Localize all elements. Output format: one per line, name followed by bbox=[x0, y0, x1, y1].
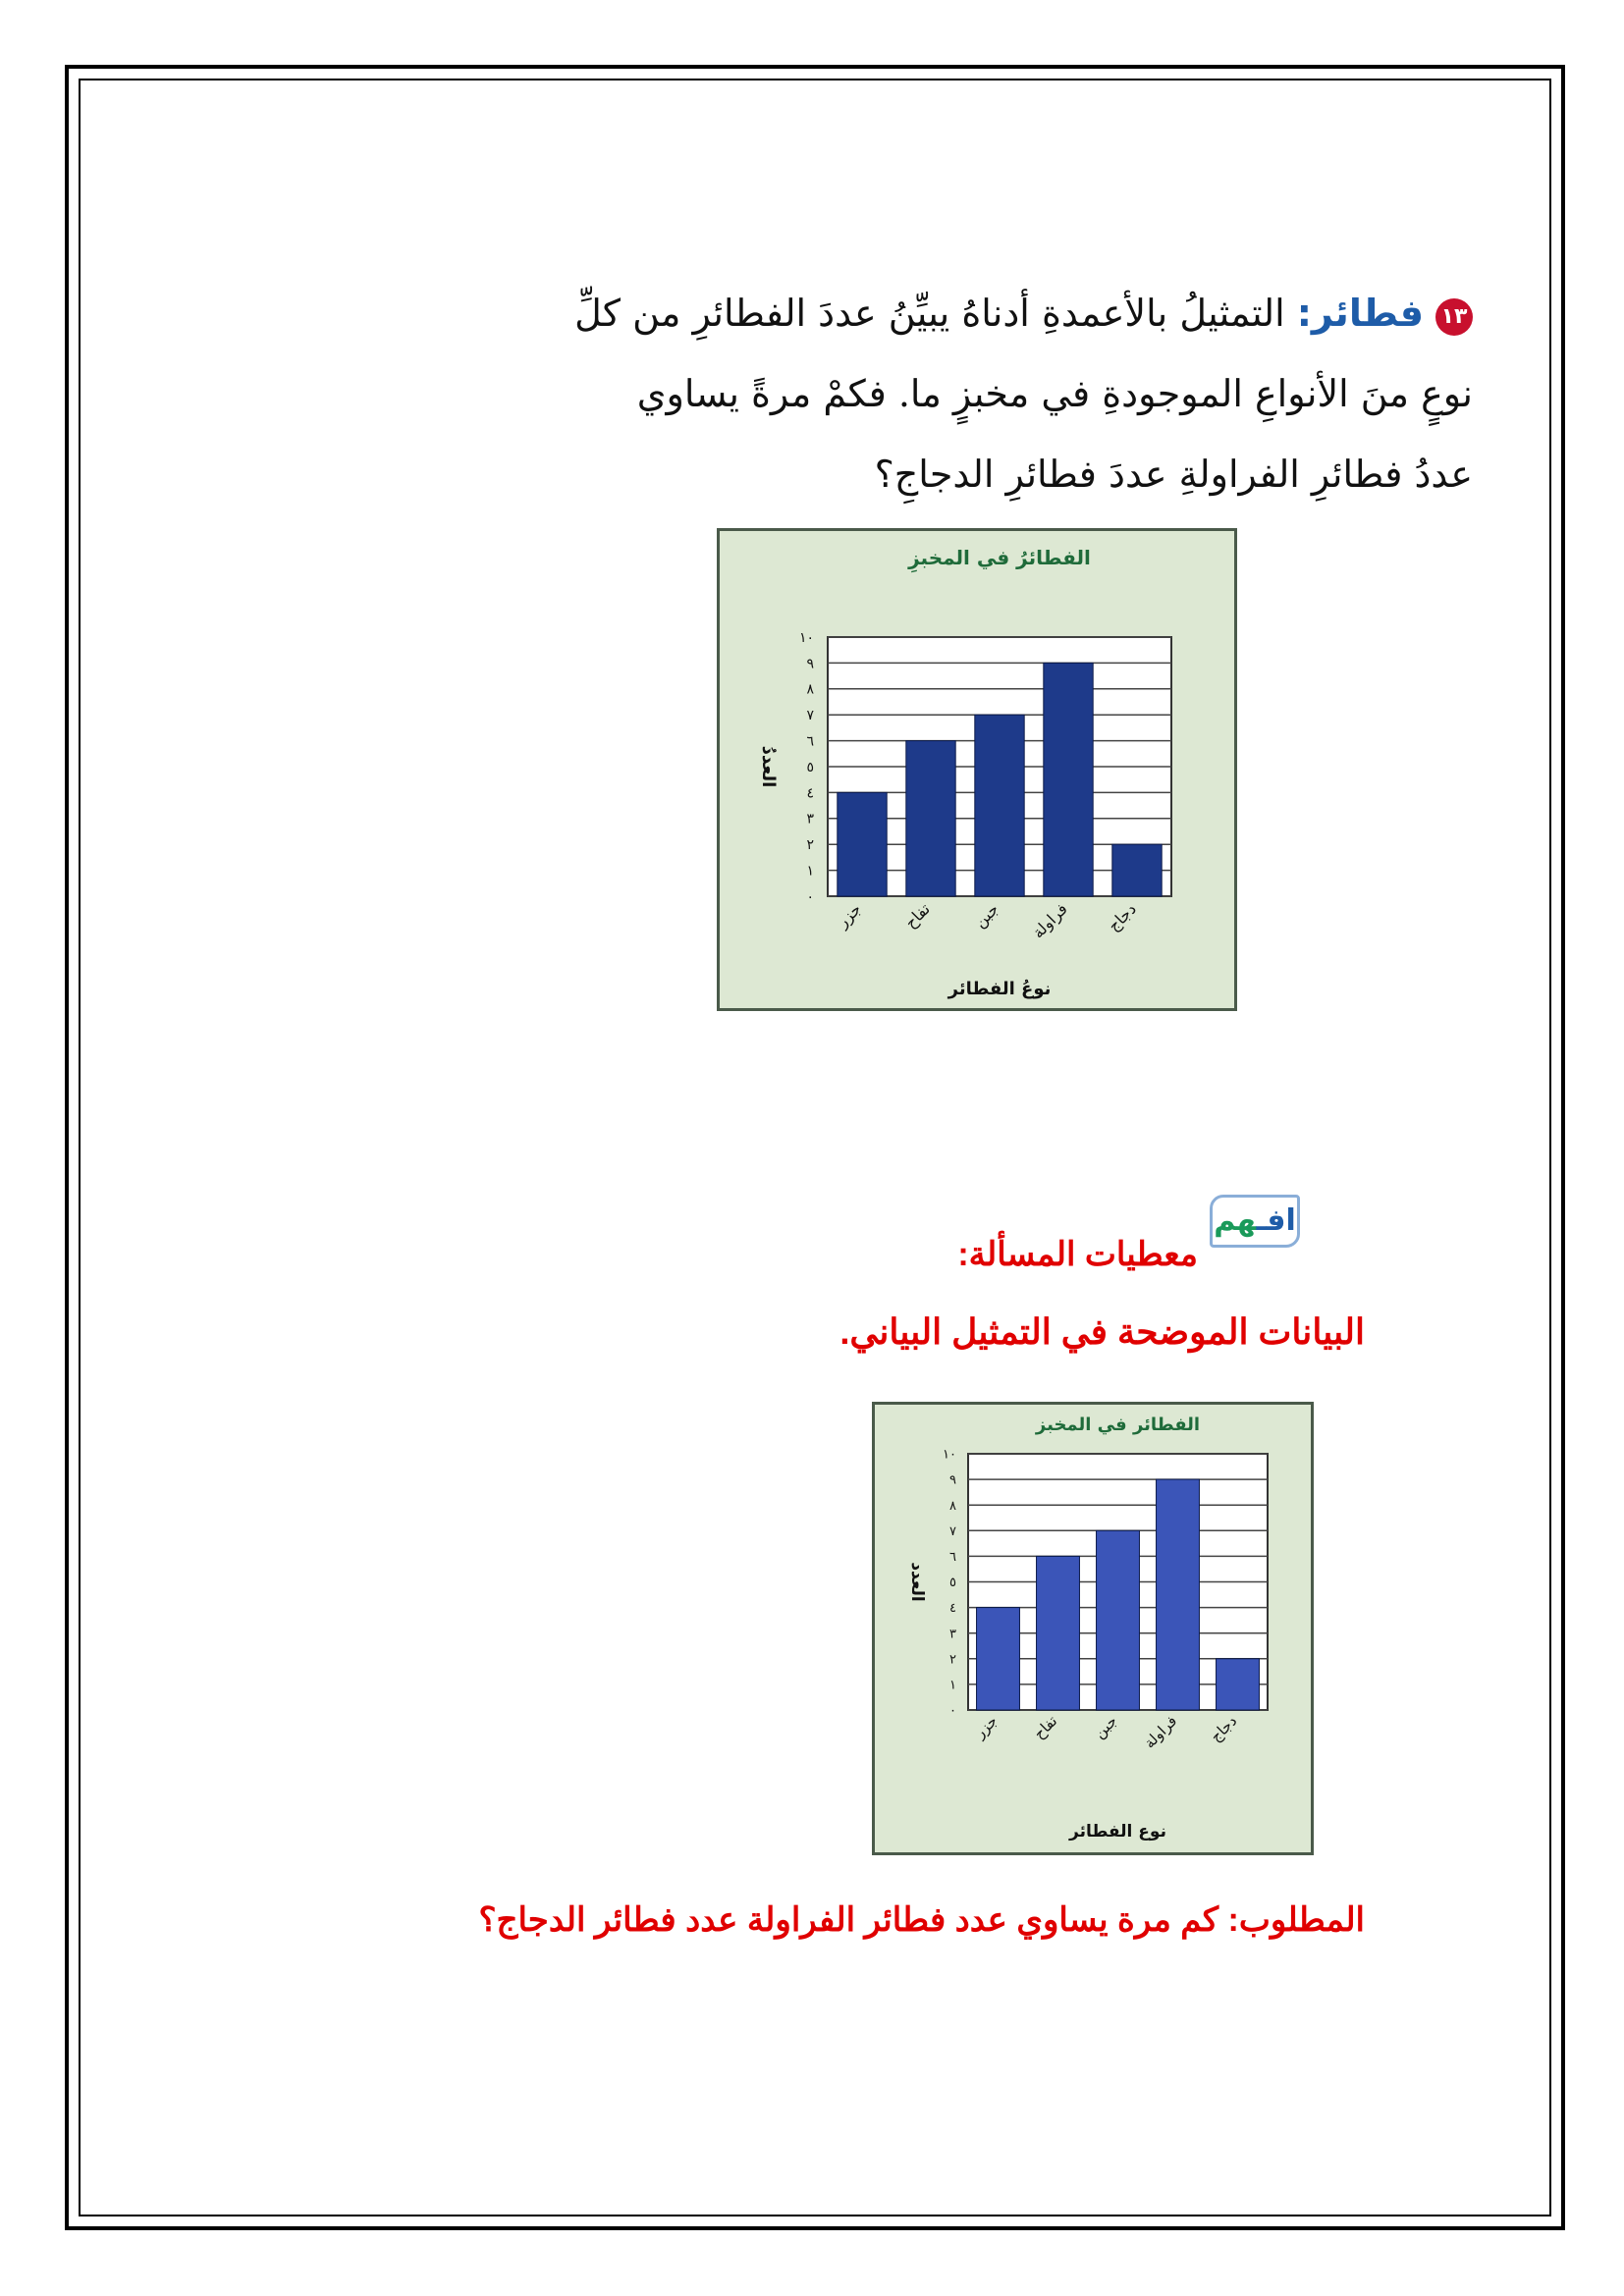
y-tick-label: ٨ bbox=[806, 681, 814, 698]
y-tick-label: ٧ bbox=[949, 1523, 956, 1539]
y-tick-label: ٧ bbox=[806, 708, 814, 724]
problem-statement bbox=[471, 294, 1473, 520]
x-category-label: فراولة bbox=[1028, 899, 1071, 942]
bar-3 bbox=[1097, 1530, 1140, 1710]
y-tick-label: ٢ bbox=[949, 1652, 956, 1668]
bar-3 bbox=[975, 715, 1024, 896]
x-category-label: جبن bbox=[970, 899, 1002, 932]
bar-5 bbox=[1112, 844, 1162, 896]
chart2-svg bbox=[875, 1405, 1311, 1852]
y-tick-label: ٩ bbox=[949, 1472, 956, 1488]
y-tick-label: ١٠ bbox=[798, 629, 814, 646]
y-tick-label: ٥ bbox=[806, 759, 814, 775]
x-category-label: تفاح bbox=[900, 899, 934, 933]
bar-2 bbox=[906, 741, 955, 896]
y-tick-label: ١ bbox=[806, 863, 814, 880]
y-tick-label: ٢ bbox=[806, 837, 814, 854]
bar-1 bbox=[838, 792, 887, 896]
y-tick-label: ٥ bbox=[949, 1575, 956, 1591]
afham-logo-part2: هم bbox=[1214, 1203, 1257, 1238]
afham-logo-part1: افـ bbox=[1256, 1203, 1296, 1238]
x-axis-label: نوع الفطائر bbox=[1069, 1822, 1166, 1842]
required-text: المطلوب: كم مرة يساوي عدد فطائر الفراولة عدد فطائر الدجاج؟ bbox=[478, 1901, 1365, 1939]
problem-line-3: عددُ فطائرِ الفراولةِ عددَ فطائرِ الدجاجِ؟ bbox=[874, 453, 1473, 496]
y-tick-label: ٩ bbox=[806, 656, 814, 672]
x-category-label: جبن bbox=[1090, 1712, 1121, 1742]
y-tick-label: ٤ bbox=[806, 785, 814, 802]
chart1-svg bbox=[720, 531, 1234, 1008]
y-tick-label: ١٠ bbox=[943, 1447, 956, 1463]
y-tick-label: ٠ bbox=[949, 1703, 956, 1719]
y-tick-label: ١ bbox=[949, 1678, 956, 1693]
chart-title: الفطائر في المخبز bbox=[1035, 1415, 1201, 1435]
problem-line-1-text: التمثيلُ بالأعمدةِ أدناهُ يبيِّنُ عددَ الفطائرِ من كلِّ bbox=[574, 292, 1285, 335]
x-axis-label: نوعُ الفطائر bbox=[947, 979, 1052, 999]
y-axis-label: العددُ bbox=[758, 745, 779, 788]
problem-line-2: نوعٍ منَ الأنواعِ الموجودةِ في مخبزٍ ما. فكمْ مرةً يساوي bbox=[636, 372, 1473, 415]
givens-text: البيانات الموضحة في التمثيل البياني. bbox=[839, 1311, 1365, 1352]
chart-title: الفطائرُ في المخبزِ bbox=[908, 546, 1091, 569]
problem-line-1 bbox=[574, 294, 1473, 336]
bar-1 bbox=[977, 1608, 1020, 1710]
y-tick-label: ٦ bbox=[949, 1549, 956, 1565]
bar-5 bbox=[1217, 1659, 1260, 1710]
y-tick-label: ٣ bbox=[949, 1627, 956, 1642]
x-category-label: تفاح bbox=[1030, 1712, 1061, 1743]
bar-4 bbox=[1044, 663, 1093, 896]
x-category-label: فراولة bbox=[1140, 1712, 1181, 1752]
y-tick-label: ٦ bbox=[806, 733, 814, 750]
y-tick-label: ٨ bbox=[949, 1498, 956, 1514]
givens-label: معطيات المسألة: bbox=[957, 1236, 1198, 1273]
x-category-label: دجاج bbox=[1207, 1712, 1241, 1746]
problem-keyword: فطائر: bbox=[1296, 292, 1424, 335]
x-category-label: دجاج bbox=[1104, 899, 1140, 935]
problem-number-badge: ١٣ bbox=[1435, 298, 1473, 336]
bar-2 bbox=[1037, 1556, 1080, 1710]
y-axis-label: العدد bbox=[907, 1562, 927, 1602]
x-category-label: جزر bbox=[971, 1712, 1001, 1742]
afham-logo bbox=[1210, 1195, 1300, 1248]
y-tick-label: ٠ bbox=[806, 888, 814, 905]
x-category-label: جزر bbox=[833, 899, 865, 932]
y-tick-label: ٤ bbox=[949, 1601, 956, 1617]
bar-chart-2 bbox=[872, 1402, 1314, 1855]
bar-chart-1 bbox=[717, 528, 1237, 1011]
y-tick-label: ٣ bbox=[806, 811, 814, 828]
bar-4 bbox=[1157, 1479, 1200, 1710]
